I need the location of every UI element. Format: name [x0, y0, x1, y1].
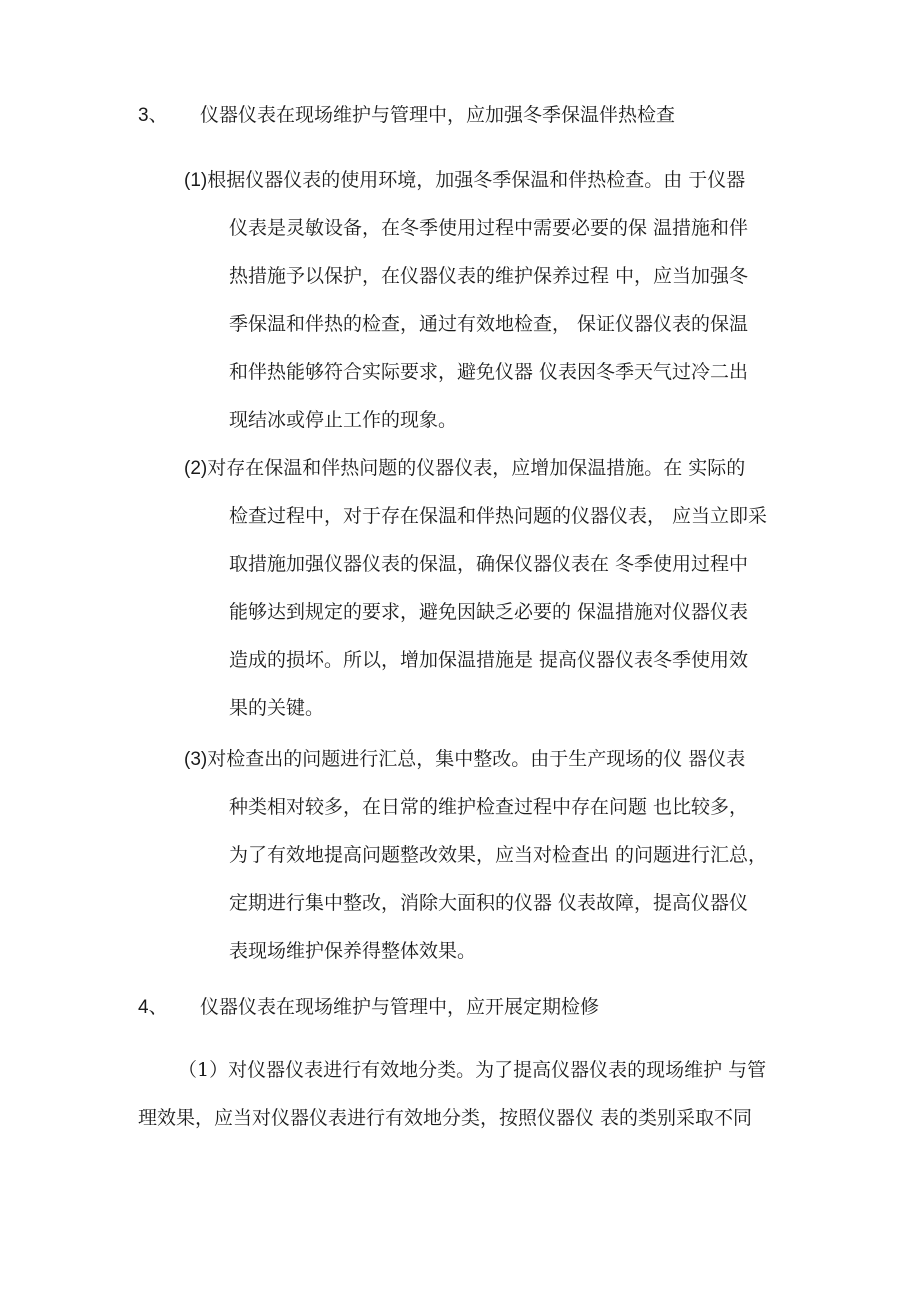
- para-line-2: 理效果，应当对仪器仪表进行有效地分类，按照仪器仪 表的类别采取不同: [138, 1107, 753, 1129]
- item-1-line-2: 仪表是灵敏设备，在冬季使用过程中需要必要的保 温措施和伴: [229, 217, 749, 239]
- item-1-line-3: 热措施予以保护，在仪器仪表的维护保养过程 中，应当加强冬: [229, 265, 749, 287]
- item-2-marker: (2): [184, 458, 208, 479]
- item-3-marker: (3): [184, 749, 208, 770]
- section-3-title: 仪器仪表在现场维护与管理中，应加强冬季保温伴热检查: [200, 104, 676, 126]
- para-marker: （1）: [178, 1059, 229, 1081]
- item-2-line-3: 取措施加强仪器仪表的保温，确保仪器仪表在 冬季使用过程中: [229, 553, 749, 575]
- item-1-line-5: 和伴热能够符合实际要求，避免仪器 仪表因冬季天气过冷二出: [229, 361, 749, 383]
- item-1-line-1: (1)根据仪器仪表的使用环境，加强冬季保温和伴热检查。由 于仪器: [184, 169, 746, 191]
- section-3-item-2: [184, 444, 806, 732]
- section-3-item-1: [184, 156, 806, 444]
- section-4-paragraph: [138, 1046, 798, 1142]
- section-3-number: 3、: [138, 105, 168, 126]
- section-4-heading: [138, 995, 599, 1020]
- section-4-title: 仪器仪表在现场维护与管理中，应开展定期检修: [200, 996, 600, 1018]
- item-3-line-3: 为了有效地提高问题整改效果，应当对检查出 的问题进行汇总，: [229, 844, 768, 866]
- item-2-line-1: (2)对存在保温和伴热问题的仪器仪表，应增加保温措施。在 实际的: [184, 457, 746, 479]
- item-1-line-4: 季保温和伴热的检查，通过有效地检查， 保证仪器仪表的保温: [229, 313, 749, 335]
- item-3-line-4: 定期进行集中整改，消除大面积的仪器 仪表故障，提高仪器仪: [229, 892, 749, 914]
- item-1-line-6: 现结冰或停止工作的现象。: [229, 409, 458, 431]
- item-3-line-1: (3)对检查出的问题进行汇总，集中整改。由于生产现场的仪 器仪表: [184, 748, 746, 770]
- item-2-line-2: 检查过程中，对于存在保温和伴热问题的仪器仪表， 应当立即采: [229, 505, 768, 527]
- item-1-marker: (1): [184, 170, 208, 191]
- section-4-number: 4、: [138, 997, 168, 1018]
- item-3-line-5: 表现场维护保养得整体效果。: [229, 940, 477, 962]
- section-3-heading: [138, 103, 675, 128]
- item-2-line-6: 果的关键。: [229, 697, 325, 719]
- item-2-line-4: 能够达到规定的要求，避免因缺乏必要的 保温措施对仪器仪表: [229, 601, 749, 623]
- section-3-item-3: [184, 735, 806, 975]
- para-line-1: （1）对仪器仪表进行有效地分类。为了提高仪器仪表的现场维护 与管: [178, 1059, 767, 1081]
- item-2-line-5: 造成的损坏。所以，增加保温措施是 提高仪器仪表冬季使用效: [229, 649, 749, 671]
- item-3-line-2: 种类相对较多，在日常的维护检查过程中存在问题 也比较多，: [229, 796, 749, 818]
